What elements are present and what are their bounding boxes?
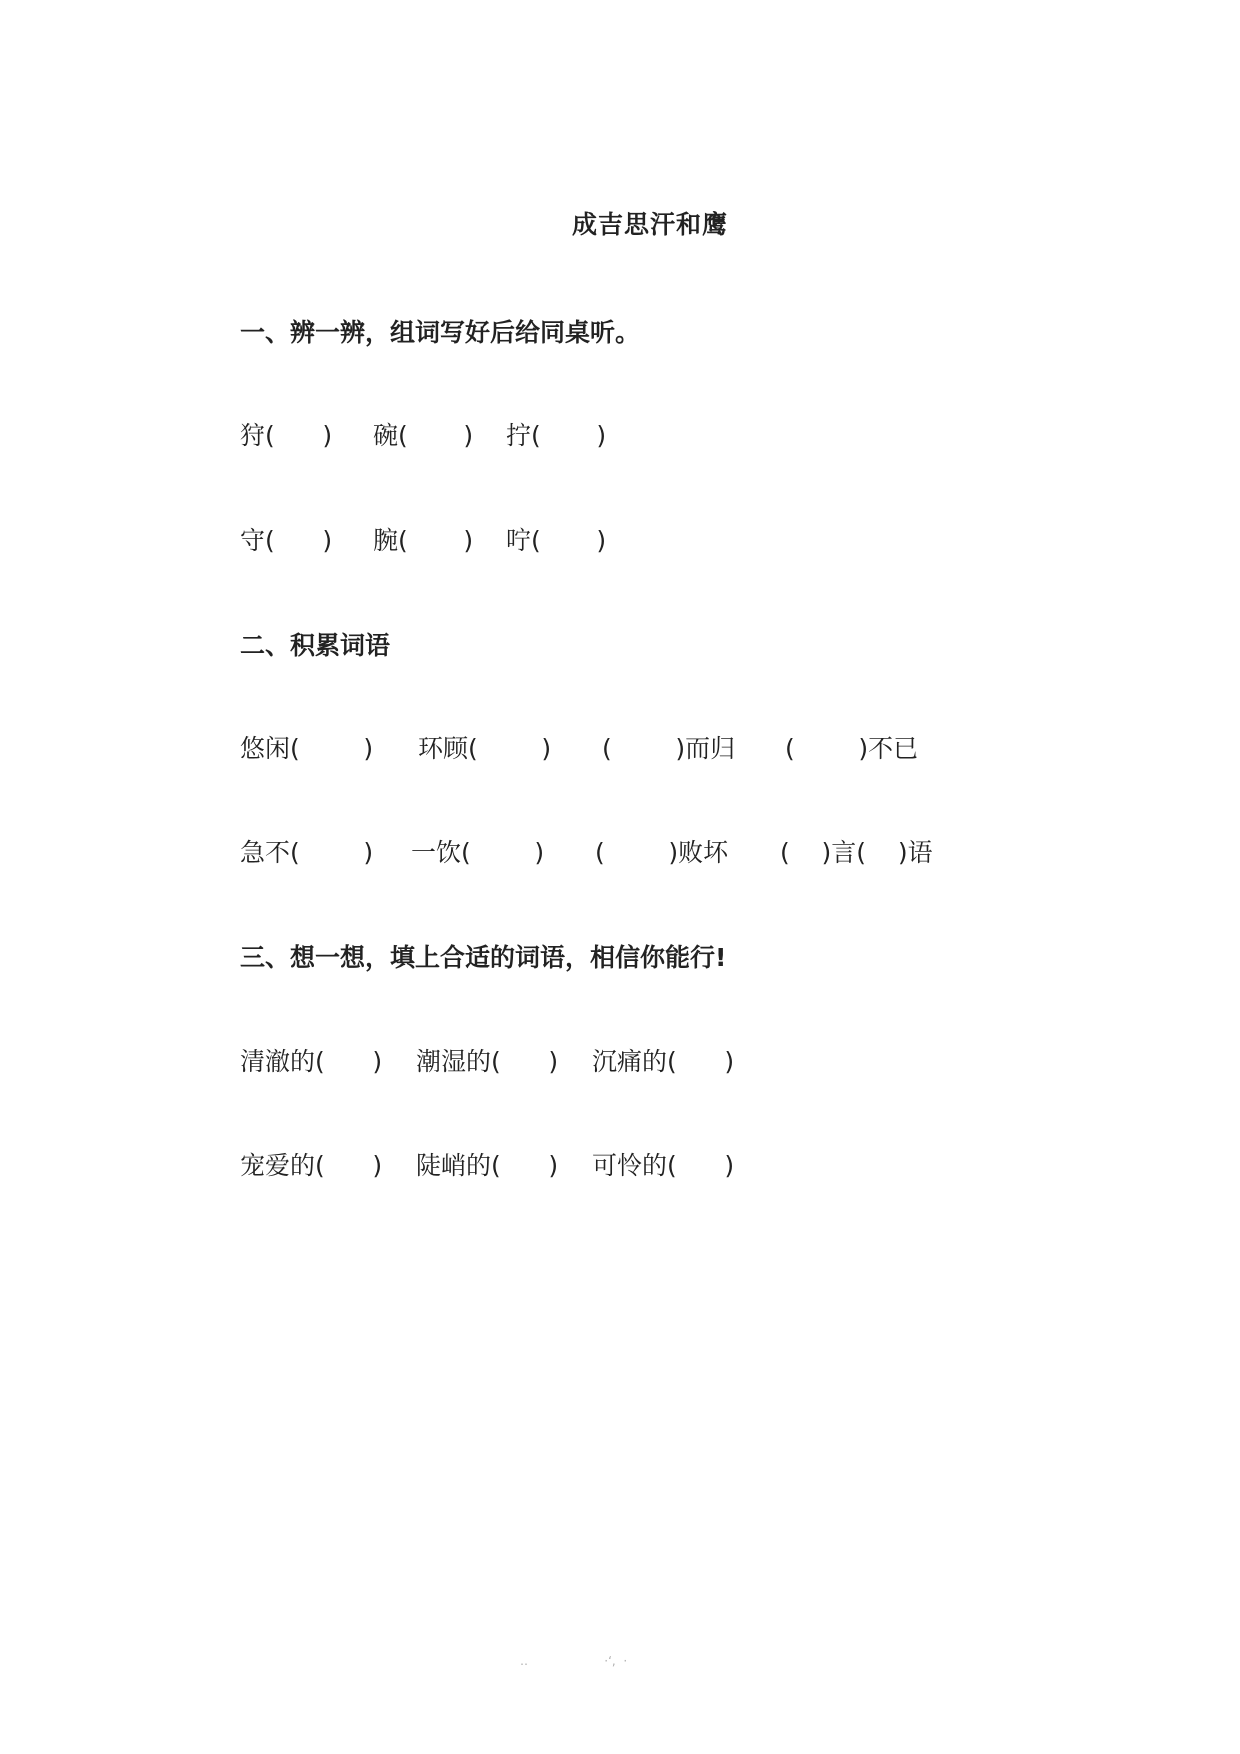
word-blank-item: 拧( ) [506, 421, 607, 450]
word-blank-item: 腕( ) [373, 526, 474, 555]
word-blank-item: 狩( ) [240, 421, 333, 450]
word-blank-item: 悠闲( ) [240, 734, 374, 763]
word-blank-item: 可怜的( ) [592, 1151, 735, 1180]
section-2-heading: 二、积累词语 [240, 631, 391, 660]
word-blank-item: 宠爱的( ) [240, 1151, 383, 1180]
word-blank-item: 咛( ) [506, 526, 607, 555]
word-blank-item: 守( ) [240, 526, 333, 555]
word-blank-item: 陡峭的( ) [416, 1151, 559, 1180]
section-3-heading: 三、想一想，填上合适的词语，相信你能行! [240, 943, 727, 972]
page-title: 成吉思汗和鹰 [571, 210, 728, 239]
word-blank-item: 潮湿的( ) [416, 1047, 559, 1076]
word-blank-item: ( )而归 [602, 734, 736, 763]
word-blank-item: 环顾( ) [418, 734, 552, 763]
word-blank-item: 清澈的( ) [240, 1047, 383, 1076]
word-blank-item: 急不( ) [240, 838, 374, 867]
word-blank-item: 沉痛的( ) [592, 1047, 735, 1076]
word-blank-item: 一饮( ) [411, 838, 545, 867]
word-blank-item: ( )败坏 [595, 838, 729, 867]
word-blank-item: ( )言( )语 [780, 838, 933, 867]
footer-marks: ‥ ·‘, · [520, 1654, 628, 1668]
section-1-heading: 一、辨一辨，组词写好后给同桌听。 [240, 318, 641, 347]
word-blank-item: 碗( ) [373, 421, 474, 450]
word-blank-item: ( )不已 [785, 734, 919, 763]
